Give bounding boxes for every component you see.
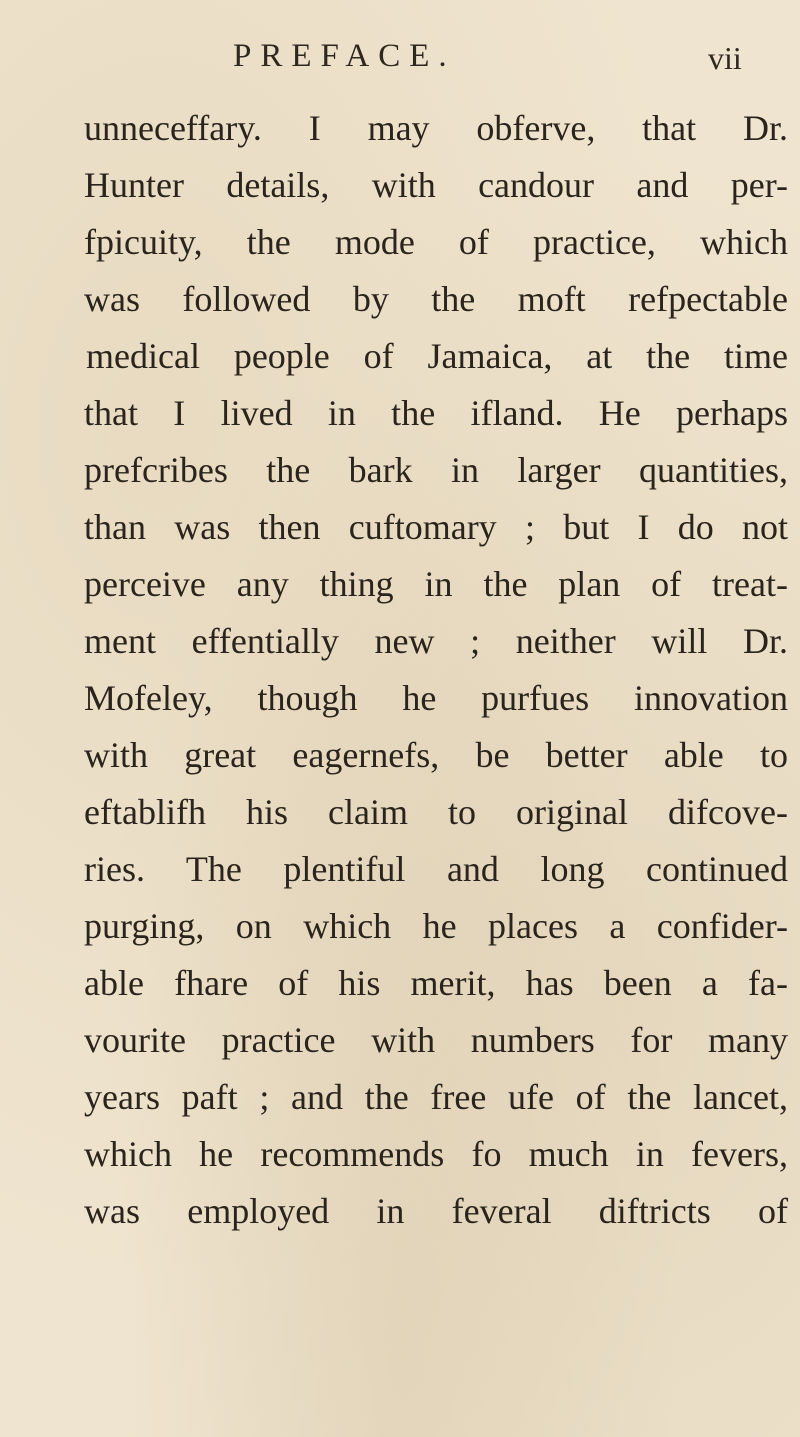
- text-line: that I lived in the ifland. He perhaps: [84, 393, 788, 433]
- text-line: ries. The plentiful and long continued: [84, 849, 788, 889]
- running-head-title: PREFACE.: [233, 38, 456, 74]
- text-line: fpicuity, the mode of practice, which: [84, 222, 788, 262]
- text-line: perceive any thing in the plan of treat-: [84, 564, 788, 604]
- text-line: vourite practice with numbers for many: [84, 1020, 788, 1060]
- text-line: unneceffary. I may obferve, that Dr.: [84, 108, 788, 148]
- text-line: ment effentially new ; neither will Dr.: [84, 621, 788, 661]
- running-head: [0, 38, 800, 88]
- text-line: able fhare of his merit, has been a fa-: [84, 963, 788, 1003]
- text-line: eftablifh his claim to original difcove-: [84, 792, 788, 832]
- text-line: was followed by the moft refpectable: [84, 279, 788, 319]
- text-line: Hunter details, with candour and per-: [84, 165, 788, 205]
- text-line: than was then cuftomary ; but I do not: [84, 507, 788, 547]
- text-line: Mofeley, though he purfues innovation: [84, 678, 788, 718]
- text-line: which he recommends fo much in fevers,: [84, 1134, 788, 1174]
- text-line: years paft ; and the free ufe of the lancet,: [84, 1077, 788, 1117]
- text-line: prefcribes the bark in larger quantities,: [84, 450, 788, 490]
- page-number: vii: [708, 40, 742, 76]
- text-line: purging, on which he places a confider-: [84, 906, 788, 946]
- text-line: with great eagernefs, be better able to: [84, 735, 788, 775]
- text-line: medical people of Jamaica, at the time: [86, 336, 788, 376]
- text-line: was employed in feveral diftricts of: [84, 1191, 788, 1231]
